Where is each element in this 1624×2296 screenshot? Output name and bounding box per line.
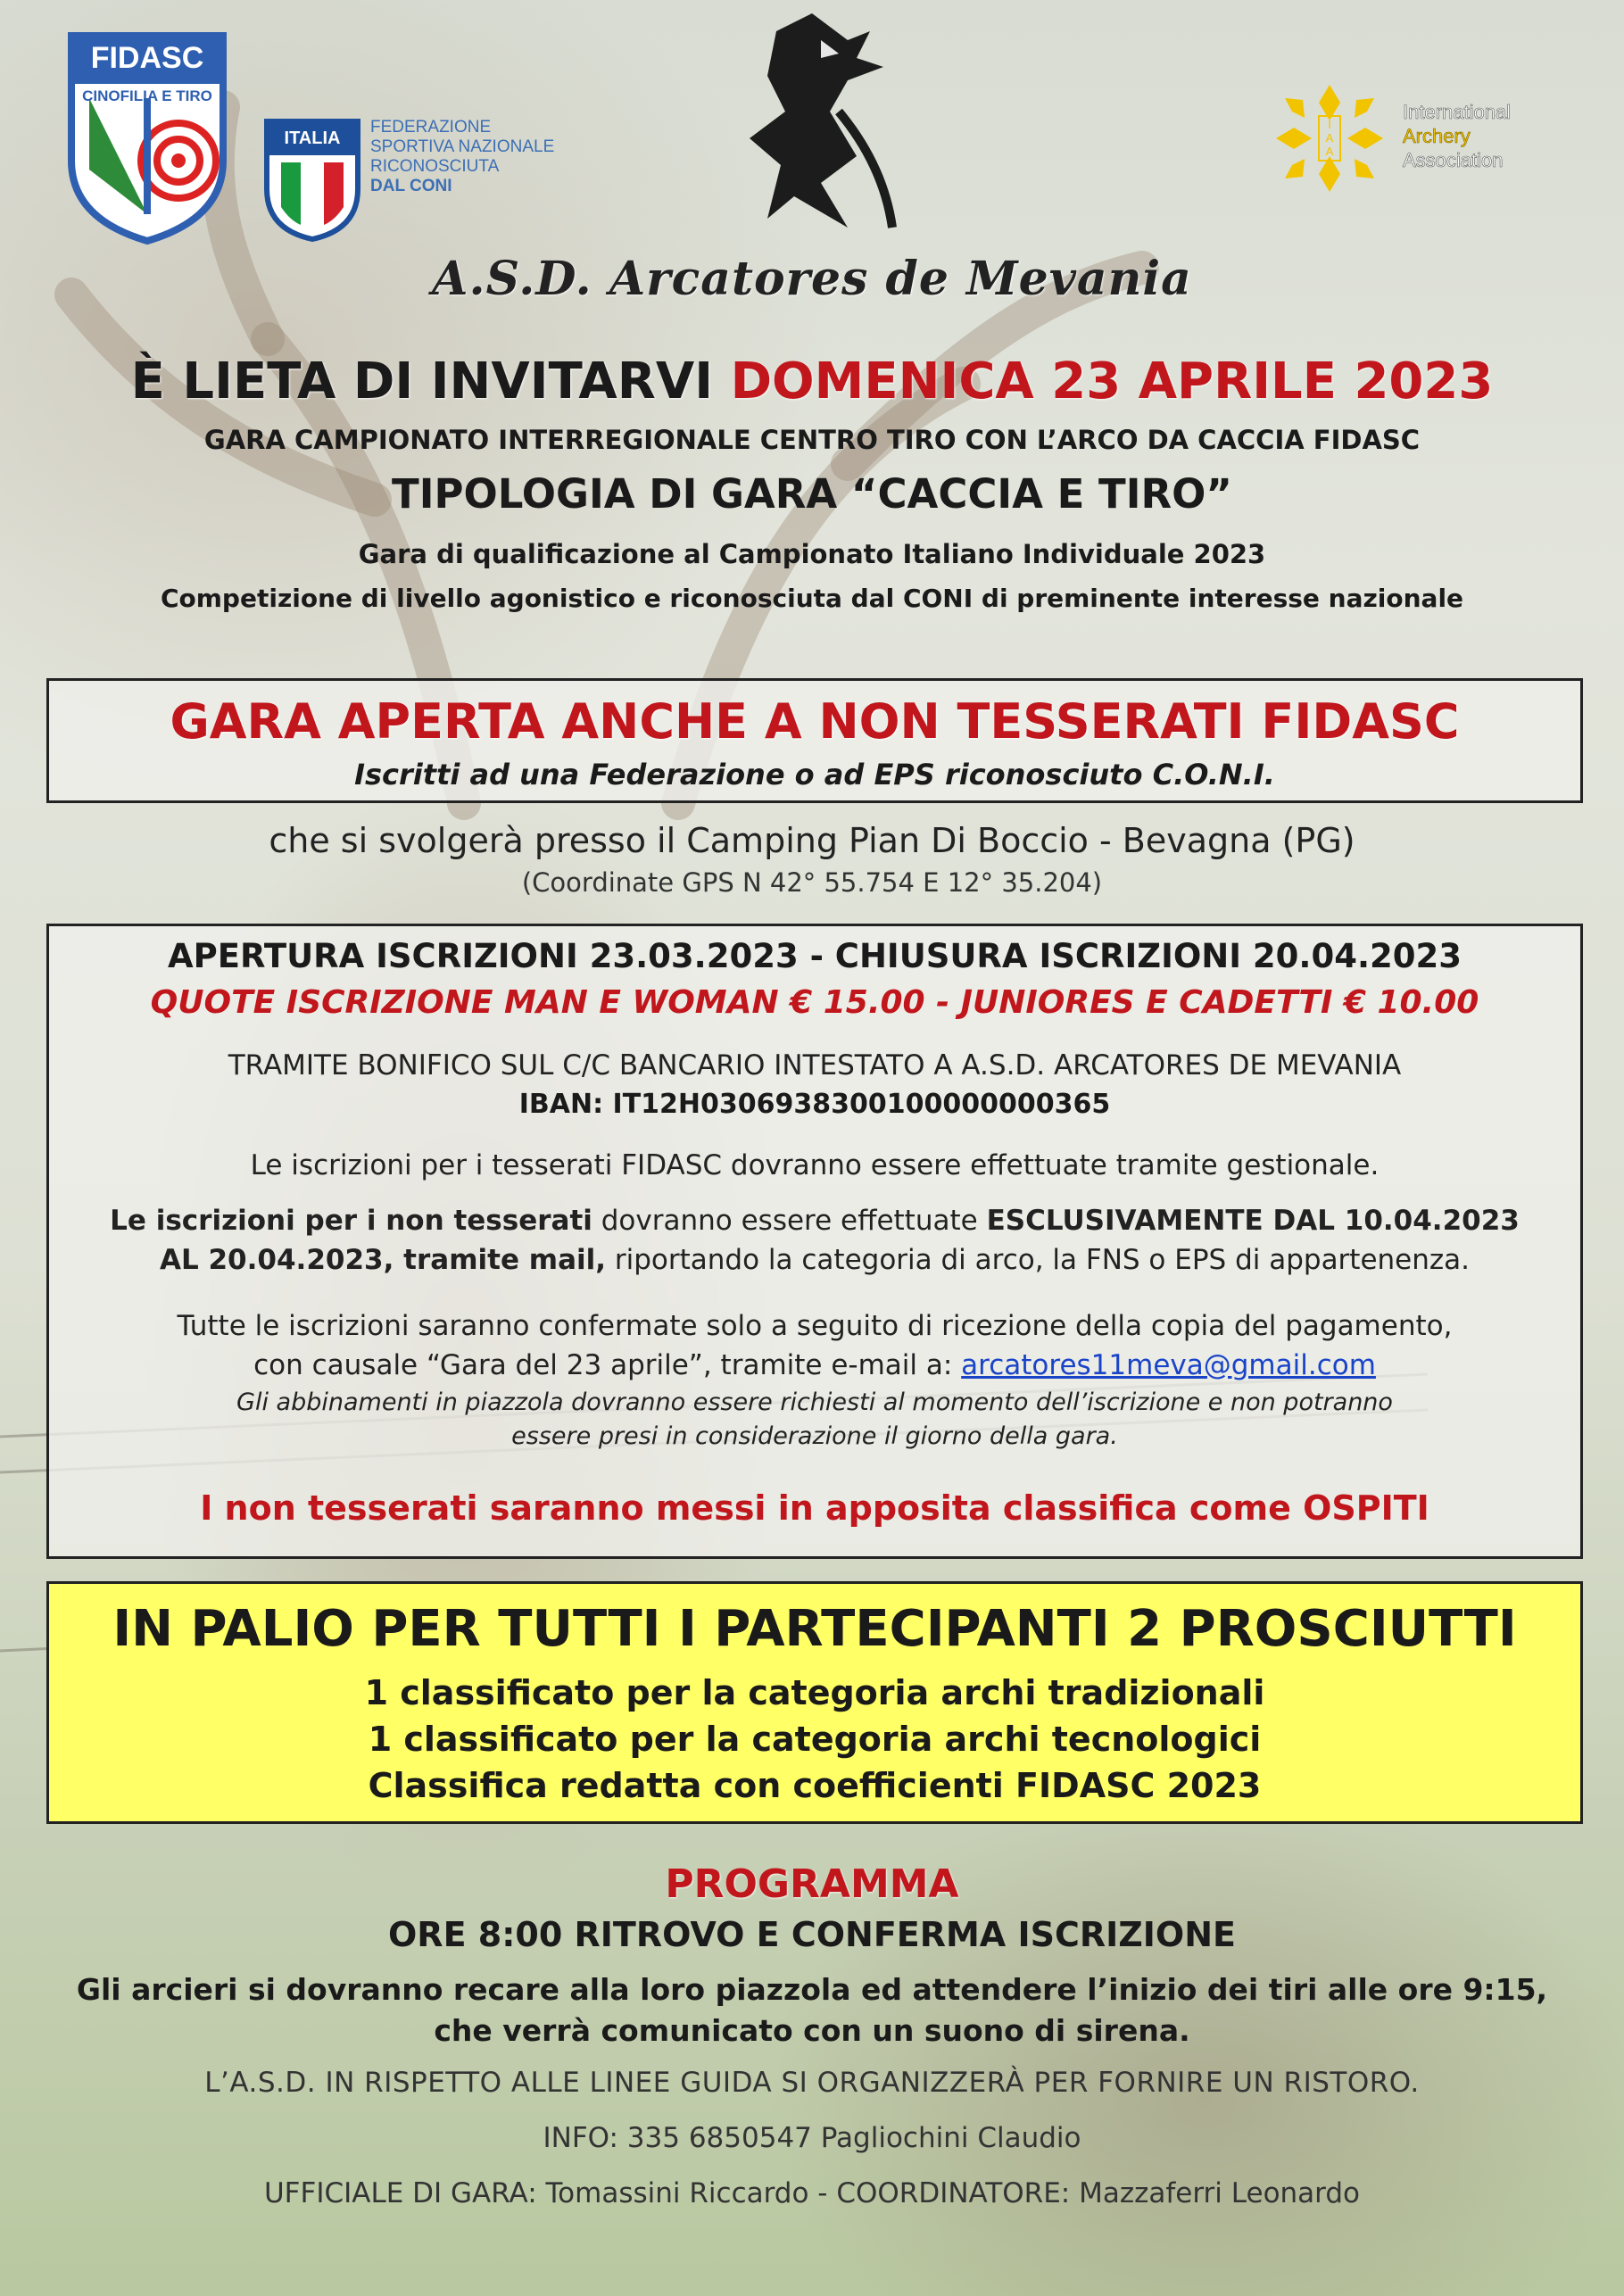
bank-transfer-info: TRAMITE BONIFICO SUL C/C BANCARIO INTESTATO A A.S.D. ARCATORES DE MEVANIA [228,1049,1402,1082]
program-line-1: Gli arcieri si dovranno recare alla loro piazzola ed attendere l’inizio dei tiri alle ore 9:15, [76,1972,1548,2007]
non-members-until: AL 20.04.2023, tramite mail, [159,1244,607,1276]
prize-technological: 1 classificato per la categoria archi tecnologici [368,1720,1262,1759]
subtitle-race-type: TIPOLOGIA DI GARA “CACCIA E TIRO” [392,470,1232,518]
iaa-line-3: Association [1403,149,1504,171]
non-members-lead: Le iscrizioni per i non tesserati [110,1205,592,1237]
program-title: PROGRAMMA [665,1861,959,1907]
open-race-subtitle: Iscritti ad una Federazione o ad EPS riconosciuto C.O.N.I. [354,758,1275,792]
subtitle-qualification: Gara di qualificazione al Campionato Italiano Individuale 2023 [358,539,1266,569]
dragon-logo [714,4,901,241]
fidasc-title: FIDASC [90,41,204,75]
prize-coefficients: Classifica redatta con coefficienti FIDASC 2023 [368,1766,1262,1805]
pairing-note-line-1: Gli abbinamenti in piazzola dovranno essere richiesti al momento dell’iscrizione e non potranno [236,1388,1393,1416]
italia-label: ITALIA [284,128,341,148]
fidasc-subtitle: CINOFILIA E TIRO [82,87,212,104]
federazione-line-3: RICONOSCIUTA [370,157,500,176]
federazione-line-4: DAL CONI [370,177,452,195]
federazione-text [370,118,602,196]
open-race-title: GARA APERTA ANCHE A NON TESSERATI FIDASC [170,693,1460,750]
registration-gestionale: Le iscrizioni per i tesserati FIDASC dovranno essere effettuate tramite gestionale. [250,1149,1380,1181]
non-members-line-1 [49,1205,1580,1237]
program-refreshment: L’A.S.D. IN RISPETTO ALLE LINEE GUIDA SI ORGANIZZERÀ PER FORNIRE UN RISTORO. [204,2067,1420,2099]
headline-lead: È LIETA DI INVITARVI [130,352,731,410]
headline-date: DOMENICA 23 APRILE 2023 [730,352,1494,410]
iaa-line-1: International [1403,101,1512,123]
club-name: A.S.D. Arcatores de Mevania [432,252,1192,306]
confirmation-text: con causale “Gara del 23 aprile”, tramite e-mail a: [253,1349,962,1381]
program-meeting-time: ORE 8:00 RITROVO E CONFERMA ISCRIZIONE [388,1915,1236,1954]
registration-fees: QUOTE ISCRIZIONE MAN E WOMAN € 15.00 - JUNIORES E CADETTI € 10.00 [150,984,1479,1021]
iban: IBAN: IT12H0306938300100000000365 [518,1089,1111,1120]
federazione-line-1: FEDERAZIONE [370,118,492,137]
venue-text: che si svolgerà presso il Camping Pian Di Boccio - Bevagna (PG) [269,821,1355,860]
subtitle-championship: GARA CAMPIONATO INTERREGIONALE CENTRO TIRO CON L’ARCO DA CACCIA FIDASC [203,425,1421,455]
federazione-line-2: SPORTIVA NAZIONALE [370,137,555,156]
iaa-text [1403,100,1581,172]
registration-dates: APERTURA ISCRIZIONI 23.03.2023 - CHIUSURA ISCRIZIONI 20.04.2023 [167,937,1462,975]
non-members-details: riportando la categoria di arco, la FNS o EPS di appartenenza. [606,1244,1471,1276]
program-officials: UFFICIALE DI GARA: Tomassini Riccardo - COORDINATORE: Mazzaferri Leonardo [263,2177,1361,2209]
non-members-period: ESCLUSIVAMENTE DAL 10.04.2023 [986,1205,1520,1237]
iaa-letter-1: I [1328,118,1331,131]
italia-shield-logo [263,118,361,243]
pairing-note-line-2: essere presi in considerazione il giorno della gara. [511,1422,1118,1450]
iaa-letter-2: A [1325,131,1334,145]
subtitle-competition-level: Competizione di livello agonistico e riconosciuta dal CONI di preminente interesse nazionale [160,584,1464,613]
program-info-contact: INFO: 335 6850547 Pagliochini Claudio [543,2122,1081,2154]
guests-classification: I non tesserati saranno messi in apposita classifica come OSPITI [200,1488,1429,1528]
gps-coordinates: (Coordinate GPS N 42° 55.754 E 12° 35.204) [521,867,1103,898]
prize-traditional: 1 classificato per la categoria archi tradizionali [364,1673,1265,1712]
non-members-line-2 [49,1244,1580,1276]
prize-title: IN PALIO PER TUTTI I PARTECIPANTI 2 PROSCIUTTI [112,1600,1517,1658]
non-members-text: dovranno essere effettuate [592,1205,987,1237]
program-line-2: che verrà comunicato con un suono di sirena. [434,2013,1190,2048]
registration-box [46,924,1583,1559]
email-link[interactable]: arcatores11meva@gmail.com [961,1349,1376,1381]
fidasc-logo [62,27,232,245]
iaa-line-2: Archery [1403,125,1471,147]
iaa-letter-3: A [1325,145,1334,158]
prize-box [46,1581,1583,1824]
confirmation-line-1: Tutte le iscrizioni saranno confermate solo a seguito di ricezione della copia del pagamento, [177,1310,1453,1342]
iaa-logo [1267,80,1392,196]
confirmation-line-2 [49,1349,1580,1381]
headline [0,352,1624,410]
open-race-box [46,678,1583,803]
